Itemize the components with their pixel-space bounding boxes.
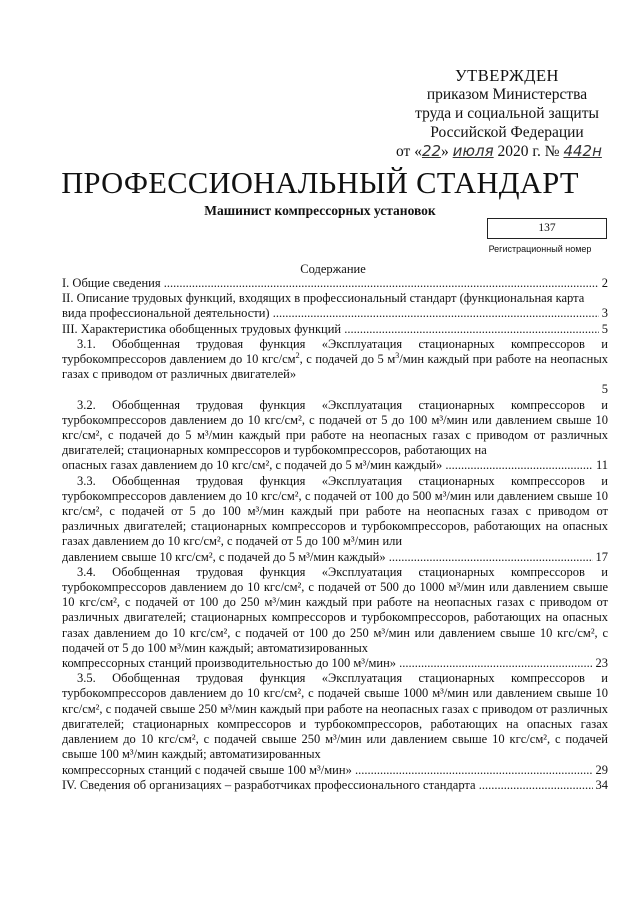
toc-entry-text-cont: опасных газах давлением до 10 кгс/см², с подачей до 5 м³/мин каждый» ..... xyxy=(62,458,608,472)
toc-entry-3-5[interactable] xyxy=(62,671,608,777)
toc-page-number: 23 xyxy=(593,656,609,671)
toc-entry-text: IV. Сведения об организациях – разработчиках профессионального стандарта ..... xyxy=(62,778,608,792)
document-subtitle: Машинист компрессорных установок xyxy=(204,203,436,218)
date-day-handwritten: 22 xyxy=(421,142,442,160)
order-number-handwritten: 442н xyxy=(563,142,602,160)
toc-entry-3-3[interactable] xyxy=(62,474,608,565)
registration-number-box: 137 xyxy=(487,218,607,239)
toc-page-number: 3 xyxy=(599,306,608,321)
approval-line-3: Российской Федерации xyxy=(430,124,584,141)
toc-page-number: 11 xyxy=(593,458,608,473)
toc-entry-section-1[interactable] xyxy=(62,276,608,291)
date-month-handwritten: июля xyxy=(452,142,494,160)
toc-page-number: 2 xyxy=(599,276,608,291)
toc-entry-3-4[interactable] xyxy=(62,565,608,671)
toc-page-number: 5 xyxy=(599,322,608,337)
toc-entry-text: I. Общие сведения ..... xyxy=(62,276,608,290)
registration-number-label: Регистрационный номер xyxy=(488,244,592,254)
toc-entry-section-2[interactable] xyxy=(62,291,608,321)
table-of-contents xyxy=(62,276,608,793)
toc-entry-3-2[interactable] xyxy=(62,398,608,474)
approval-line-2: труда и социальной защиты xyxy=(415,105,599,122)
toc-entry-text: 3.5. Обобщенная трудовая функция «Эксплуатация стационарных компрессоров и турбокомпрессоров давлением до 10 кгс/см², с подачей свыше 1000 м³/мин или давлением свыше 10 кгс/см², с подачей свыше 250 м³/мин каждый при работе на неопасных газах с приводом от различных двигателей; стационарных компрессоров и турбокомпрессоров, работающих на опасных газах давлением до 10 кгс/см², с подачей свыше 250 м³/мин или давлением свыше 10 кгс/см², с подачей свыше 100 м³/мин каждый; автоматизированных xyxy=(62,671,608,762)
document-title: ПРОФЕССИОНАЛЬНЫЙ СТАНДАРТ xyxy=(61,166,579,200)
toc-page-number: 29 xyxy=(593,763,609,778)
toc-entry-text: III. Характеристика обобщенных трудовых функций ..... xyxy=(62,322,608,336)
toc-entry-section-4[interactable] xyxy=(62,778,608,793)
toc-entry-text-cont: давлением свыше 10 кгс/см², с подачей до 5 м³/мин каждый» ..... xyxy=(62,550,608,564)
date-prefix: от « xyxy=(396,143,422,160)
toc-heading: Содержание xyxy=(300,262,366,276)
toc-entry-text: 3.1. Обобщенная трудовая функция «Эксплуатация стационарных компрессоров и турбокомпрессоров давлением до 10 кгс/$см^2$, с подачей до 5 $м^3$/мин каждый при работе на неопасных газах с приводом от различных двигателей» xyxy=(62,336,608,382)
toc-entry-text: 3.3. Обобщенная трудовая функция «Эксплуатация стационарных компрессоров и турбокомпрессоров давлением до 10 кгс/см², с подачей от 100 до 500 м³/мин или давлением свыше 10 кгс/см², с подачей от 5 до 100 м³/мин каждый при работе на неопасных газах с приводом от различных двигателей; стационарных компрессоров и турбокомпрессоров, работающих на опасных газах давлением до 10 кгс/см², с подачей от 5 до 100 м³/мин или xyxy=(62,473,608,549)
date-mid: » xyxy=(441,143,449,160)
approval-heading: УТВЕРЖДЕН xyxy=(455,66,559,85)
toc-entry-text-cont: вида профессиональной деятельности) ..... xyxy=(62,306,608,320)
toc-entry-text: II. Описание трудовых функций, входящих в профессиональный стандарт (функциональная карта xyxy=(62,291,585,306)
approval-block xyxy=(392,66,622,161)
toc-page-number: 5 xyxy=(601,382,608,397)
toc-entry-text-cont: компрессорных станций производительностью до 100 м³/мин» ..... xyxy=(62,656,608,670)
toc-entry-text: 3.2. Обобщенная трудовая функция «Эксплуатация стационарных компрессоров и турбокомпрессоров давлением до 10 кгс/см², с подачей от 5 до 100 м³/мин или давлением свыше 10 кгс/см², с подачей до 5 м³/мин каждый при работе на неопасных газах с приводом от различных двигателей; стационарных компрессоров и турбокомпрессоров, работающих на xyxy=(62,397,608,458)
approval-line-1: приказом Министерства xyxy=(426,86,588,103)
toc-entry-section-3[interactable] xyxy=(62,322,608,337)
toc-entry-text-cont: компрессорных станций с подачей свыше 100 м³/мин» ..... xyxy=(62,763,608,777)
toc-entry-text: 3.4. Обобщенная трудовая функция «Эксплуатация стационарных компрессоров и турбокомпрессоров давлением до 10 кгс/см², с подачей от 500 до 1000 м³/мин или давлением свыше 10 кгс/см², с подачей от 100 до 250 м³/мин каждый при работе на неопасных газах с приводом от различных двигателей; стационарных компрессоров и турбокомпрессоров, работающих на опасных газах давлением до 10 кгс/см², с подачей от 100 до 250 м³/мин или давлением свыше 10 кгс/см², с подачей от 5 до 100 м³/мин каждый; автоматизированных xyxy=(62,564,608,655)
toc-page-number: 34 xyxy=(593,778,609,793)
toc-entry-3-1[interactable] xyxy=(62,337,608,398)
date-year: 2020 г. № xyxy=(497,143,560,160)
toc-page-number: 17 xyxy=(593,550,609,565)
approval-date-line xyxy=(392,142,622,161)
